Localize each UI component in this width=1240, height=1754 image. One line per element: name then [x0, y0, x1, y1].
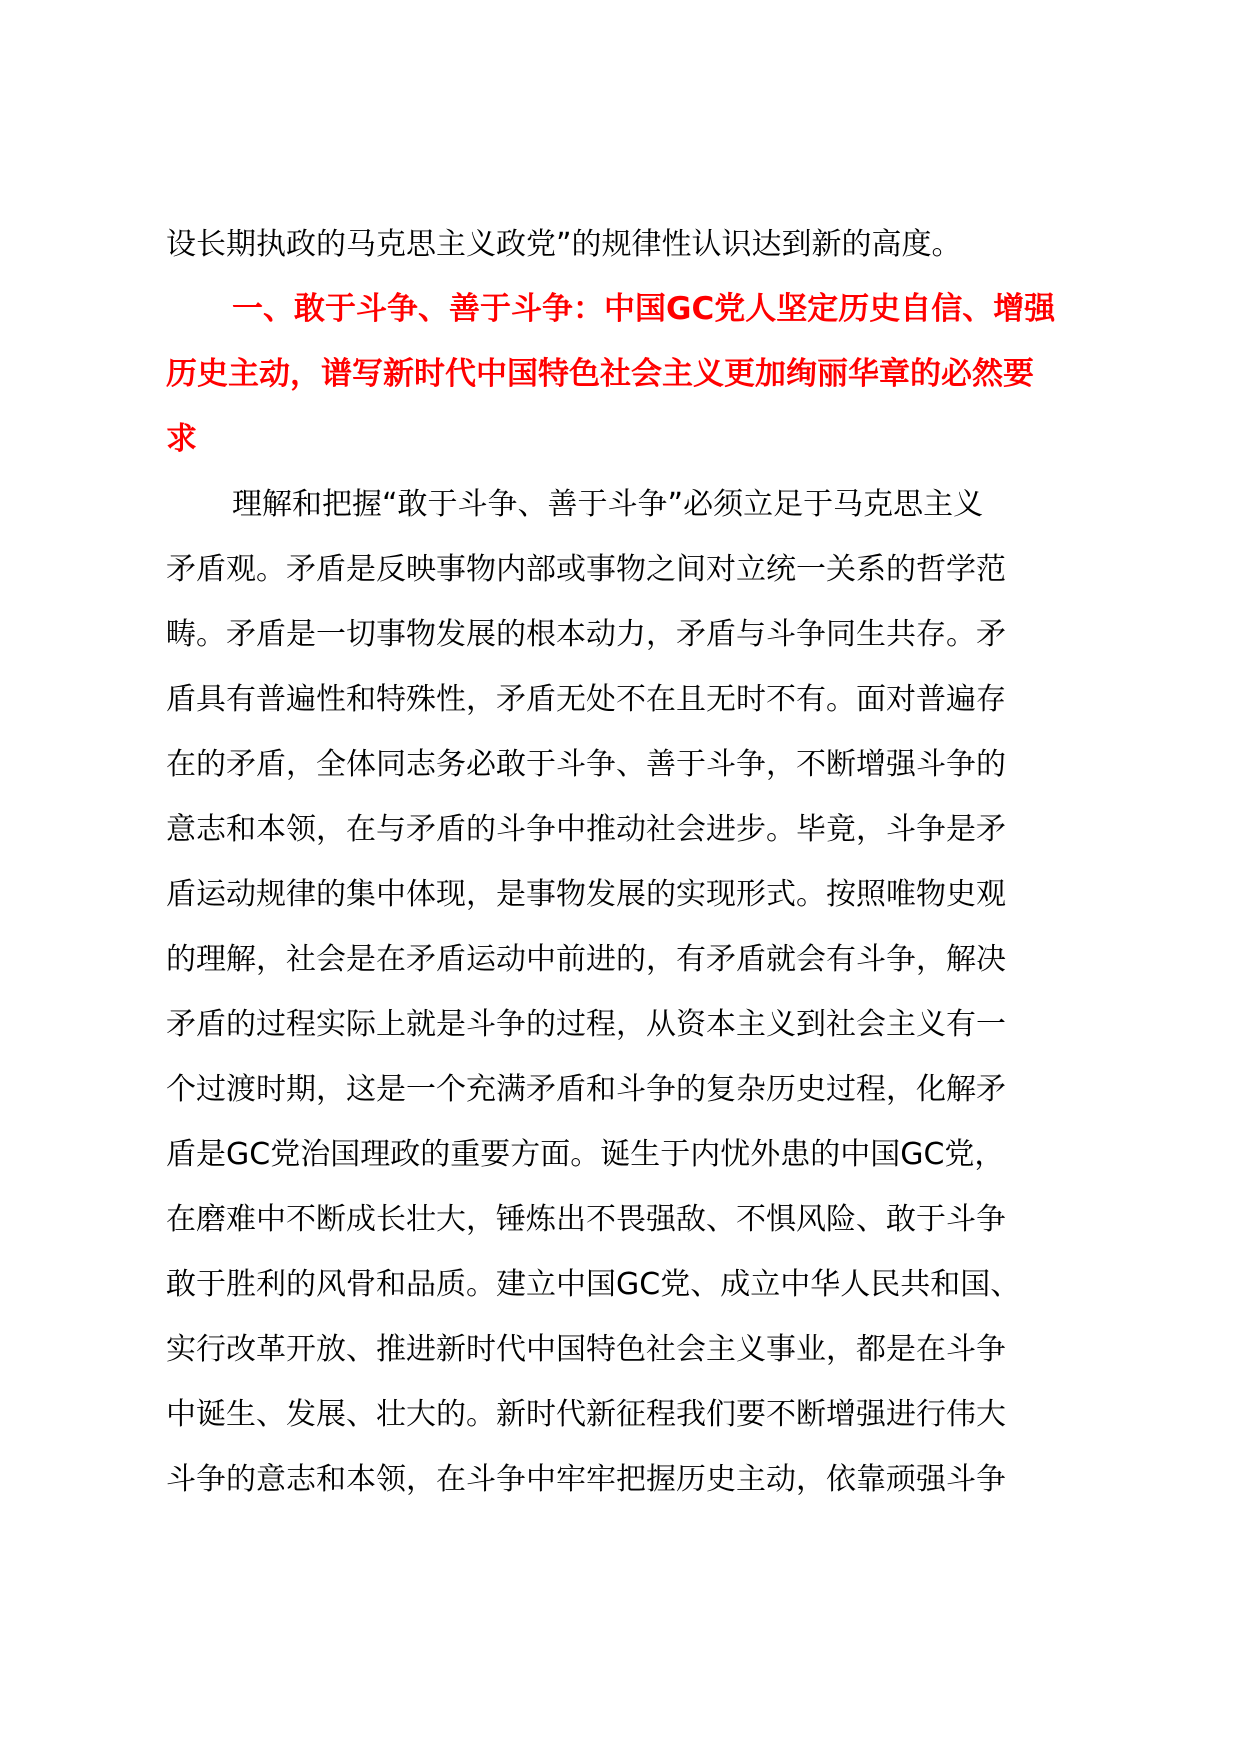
paragraph-line: 盾运动规律的集中体现，是事物发展的实现形式。按照唯物史观 — [166, 877, 1006, 912]
paragraph-line: 盾具有普遍性和特殊性，矛盾无处不在且无时不有。面对普遍存 — [166, 682, 1006, 717]
paragraph-line: 矛盾的过程实际上就是斗争的过程，从资本主义到社会主义有一 — [166, 1007, 1006, 1042]
heading-line: 一、敢于斗争、善于斗争：中国GC党人坚定历史自信、增强 — [232, 291, 1056, 327]
paragraph-line: 在的矛盾，全体同志务必敢于斗争、善于斗争，不断增强斗争的 — [166, 747, 1006, 782]
heading-line: 历史主动，谱写新时代中国特色社会主义更加绚丽华章的必然要 — [166, 356, 1034, 392]
paragraph-line: 的理解，社会是在矛盾运动中前进的，有矛盾就会有斗争，解决 — [166, 942, 1006, 977]
section-heading — [166, 277, 1106, 472]
paragraph-line: 斗争的意志和本领，在斗争中牢牢把握历史主动，依靠顽强斗争 — [166, 1462, 1006, 1497]
paragraph-line: 敢于胜利的风骨和品质。建立中国GC党、成立中华人民共和国、 — [166, 1267, 1021, 1302]
paragraph-line: 意志和本领，在与矛盾的斗争中推动社会进步。毕竟，斗争是矛 — [166, 812, 1006, 847]
paragraph-line: 盾是GC党治国理政的重要方面。诞生于内忧外患的中国GC党， — [166, 1137, 1005, 1172]
paragraph-line: 畴。矛盾是一切事物发展的根本动力，矛盾与斗争同生共存。矛 — [166, 617, 1006, 652]
paragraph-line: 中诞生、发展、壮大的。新时代新征程我们要不断增强进行伟大 — [166, 1397, 1006, 1432]
paragraph-line: 个过渡时期，这是一个充满矛盾和斗争的复杂历史过程，化解矛 — [166, 1072, 1006, 1107]
paragraph-line: 实行改革开放、推进新时代中国特色社会主义事业，都是在斗争 — [166, 1332, 1006, 1367]
heading-line: 求 — [166, 421, 197, 457]
paragraph-line: 矛盾观。矛盾是反映事物内部或事物之间对立统一关系的哲学范 — [166, 552, 1006, 587]
body-paragraph — [166, 472, 1106, 1512]
paragraph-line: 理解和把握“敢于斗争、善于斗争”必须立足于马克思主义 — [232, 487, 984, 522]
document-text — [166, 212, 1106, 1512]
paragraph-line: 在磨难中不断成长壮大，锤炼出不畏强敌、不惧风险、敢于斗争 — [166, 1202, 1006, 1237]
opening-line: 设长期执政的马克思主义政党”的规律性认识达到新的高度。 — [166, 227, 962, 262]
